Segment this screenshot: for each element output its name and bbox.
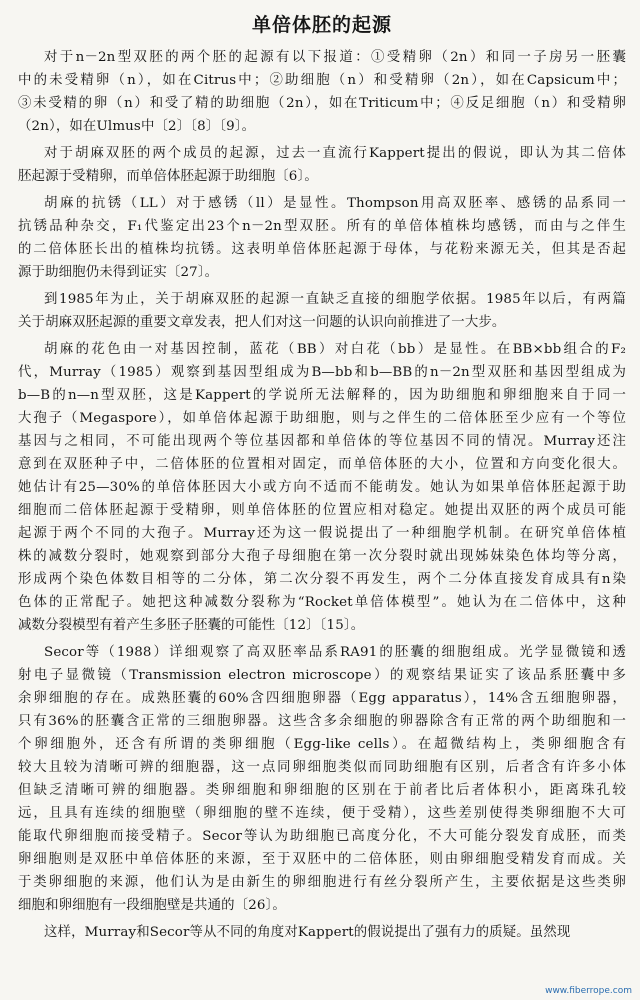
- text-line: 对于n－2n型双胚的两个胚的起源有以下报道：①受精卵（2n）和同一子房另一胚囊: [44, 50, 626, 65]
- text-line: 于类卵细胞的来源，他们认为是由新生的卵细胞进行有丝分裂所产生，主要依据是这些类卵: [18, 875, 626, 890]
- text-line: （2n），如在Ulmus中〔2〕〔8〕〔9〕。: [18, 119, 256, 134]
- text-line: 射电子显微镜（Transmission electron microscope）的观察结果证实了该品系胚囊中多: [18, 668, 626, 683]
- text-line: 只有36%的胚囊含正常的三细胞卵器。这些含多余细胞的卵器除含有正常的两个助细胞和一: [18, 714, 626, 729]
- text-line: 胡麻的花色由一对基因控制，蓝花（BB）对白花（bb）是显性。在BB×bb组合的F₂: [44, 342, 626, 357]
- text-line: 形成两个染色体数目相等的二分体，第二次分裂不再发生，两个二分体直接发育成具有n染: [18, 572, 626, 587]
- text-line: Secor等（1988）详细观察了高双胚率品系RA91的胚囊的细胞组成。光学显微镜和透: [44, 645, 626, 660]
- text-line: 源于助细胞仍未得到证实〔27〕。: [18, 265, 219, 280]
- text-line: 细胞而二倍体胚起源于受精卵，则单倍体胚的位置应相对稳定。她提出双胚的两个成员可能: [18, 503, 626, 518]
- watermark: www.fiberrope.com: [545, 986, 632, 996]
- text-line: 这样，Murray和Secor等从不同的角度对Kappert的假说提出了强有力的质疑。虽然现: [44, 925, 571, 940]
- text-line: 的二倍体胚长出的植株均抗锈。这表明单倍体胚起源于母体，与花粉来源无关，但其是否起: [18, 242, 626, 257]
- text-line: 卵细胞则是双胚中单倍体胚的来源，至于双胚中的二倍体胚，则由卵细胞受精发育而成。关: [18, 852, 626, 867]
- text-line: 个卵细胞外，还含有所谓的类卵细胞（Egg-like cells）。在超微结构上，类卵细胞含有: [18, 737, 626, 752]
- paragraph: [18, 338, 626, 637]
- text-line: 大孢子（Megaspore），如单倍体起源于助细胞，则与之伴生的二倍体胚至少应有一个等位: [18, 411, 626, 426]
- text-line: 较大且较为清晰可辨的细胞器，这一点同卵细胞类似而同助细胞有区别，后者含有许多小体: [18, 760, 626, 775]
- text-line: 对于胡麻双胚的两个成员的起源，过去一直流行Kappert提出的假说，即认为其二倍体: [44, 146, 626, 161]
- paragraph: [18, 142, 626, 188]
- text-line: 起源于两个不同的大孢子。Murray还为这一假说提出了一种细胞学机制。在研究单倍体植: [18, 526, 626, 541]
- text-line: 关于胡麻双胚起源的重要文章发表，把人们对这一问题的认识向前推进了一大步。: [18, 315, 506, 330]
- text-line: 基因与之相同，不可能出现两个等位基因都和单倍体的等位基因不同的情况。Murray还注: [18, 434, 626, 449]
- text-line: 她估计有25—30%的单倍体胚因大小或方向不适而不能萌发。她认为如果单倍体胚起源于助: [18, 480, 626, 495]
- text-line: 胚起源于受精卵，而单倍体胚起源于助细胞〔6〕。: [18, 169, 318, 184]
- text-line: 意到在双胚种子中，二倍体胚的位置相对固定，而单倍体胚的大小，位置和方向变化很大。: [18, 457, 626, 472]
- text-line: 减数分裂模型有着产生多胚子胚囊的可能性〔12〕〔15〕。: [18, 618, 365, 633]
- text-line: 中的未受精卵（n），如在Citrus中；②助细胞（n）和受精卵（2n），如在Capsicum中；: [18, 73, 626, 88]
- text-line: ③未受精的卵（n）和受了精的助细胞（2n），如在Triticum中；④反足细胞（n）和受精卵: [18, 96, 626, 111]
- text-line: 到1985年为止，关于胡麻双胚的起源一直缺乏直接的细胞学依据。1985年以后，有两篇: [44, 292, 626, 307]
- text-line: 抗锈品种杂交，F₁代鉴定出23个n－2n型双胚。所有的单倍体植株均感锈，而由与之伴生: [18, 219, 626, 234]
- paragraph: [18, 921, 626, 944]
- text-line: 株的减数分裂时，她观察到部分大孢子母细胞在第一次分裂时就出现姊妹染色体均等分离，: [18, 549, 626, 564]
- text-line: 余卵细胞的存在。成熟胚囊的60%含四细胞卵器（Egg apparatus），14%含五细胞卵器，: [18, 691, 626, 706]
- document-body: [18, 46, 626, 944]
- paragraph: [18, 288, 626, 334]
- paragraph: [18, 641, 626, 917]
- text-line: 远，且具有连续的细胞壁（卵细胞的壁不连续，便于受精），这些差别使得类卵细胞不大可: [18, 806, 626, 821]
- text-line: b—B的n—n型双胚，这是Kappert的学说所无法解释的，因为助细胞和卵细胞来自于同一: [18, 388, 626, 403]
- text-line: 代，Murray（1985）观察到基因型组成为B—bb和b—BB的n－2n型双胚和基因型组成为: [18, 365, 626, 380]
- paragraph: [18, 46, 626, 138]
- text-line: 色体的正常配子。她把这种减数分裂称为“Rocket单倍体模型”。她认为在二倍体中，这种: [18, 595, 626, 610]
- text-line: 细胞和卵细胞有一段细胞壁是共通的〔26〕。: [18, 898, 286, 913]
- text-line: 胡麻的抗锈（LL）对于感锈（ll）是显性。Thompson用高双胚率、感锈的品系同一: [44, 196, 626, 211]
- paragraph: [18, 192, 626, 284]
- text-line: 但缺乏清晰可辨的细胞器。类卵细胞和卵细胞的区别在于前者比后者体积小，距离珠孔较: [18, 783, 626, 798]
- text-line: 能取代卵细胞而接受精子。Secor等认为助细胞已高度分化，不大可能分裂发育成胚，而类: [18, 829, 626, 844]
- page-title: 单倍体胚的起源: [251, 14, 392, 36]
